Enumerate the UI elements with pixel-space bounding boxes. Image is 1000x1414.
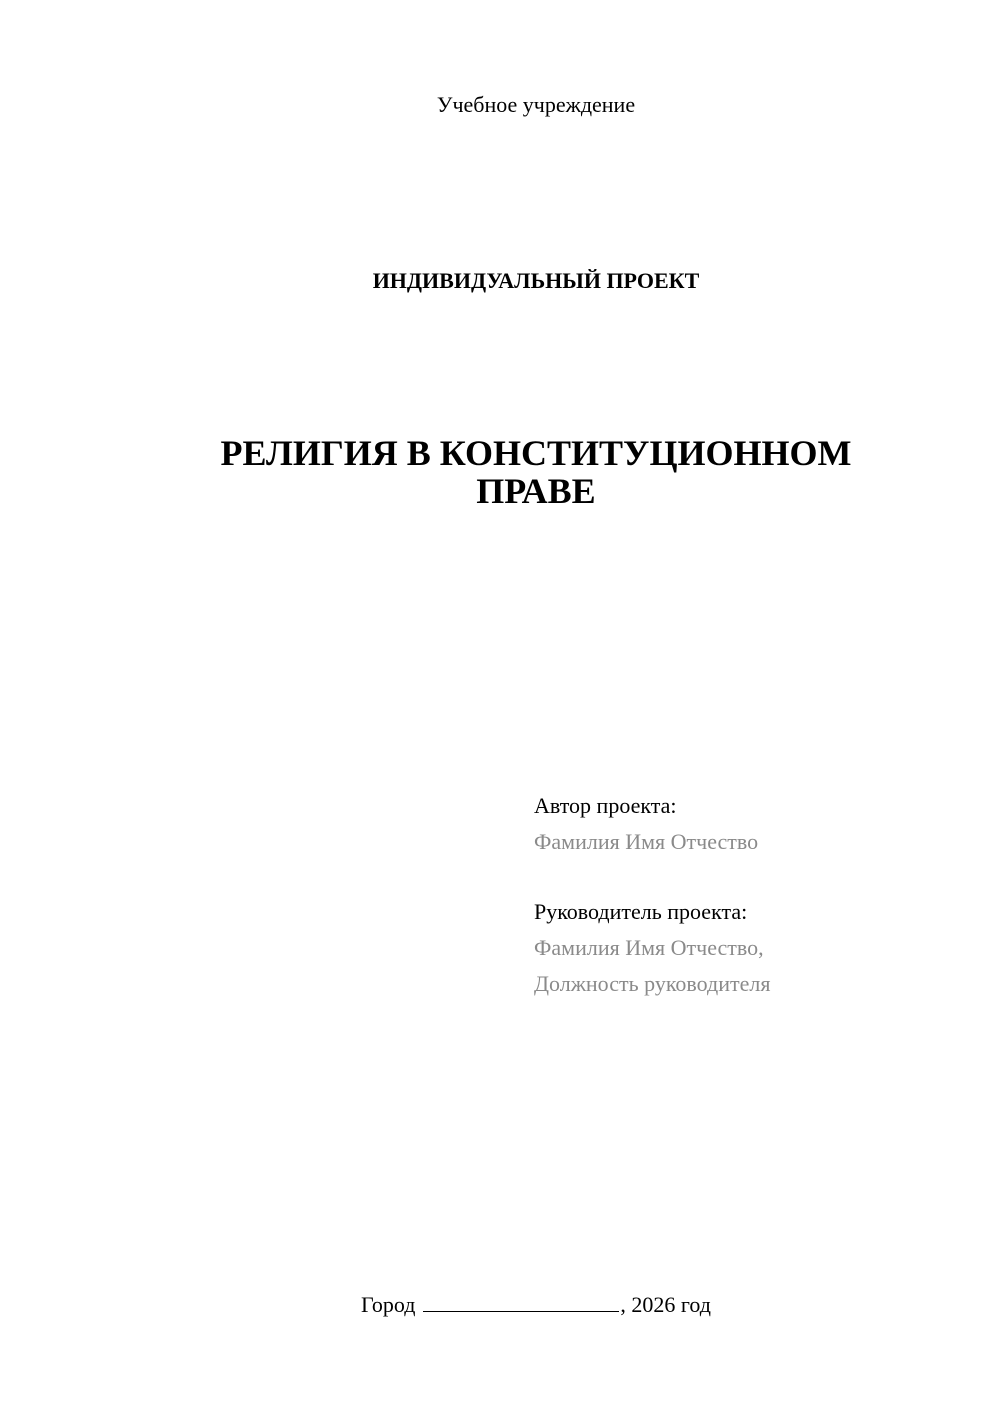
supervisor-label: Руководитель проекта: <box>534 899 748 924</box>
project-title <box>160 434 912 510</box>
author-name: Фамилия Имя Отчество <box>534 829 759 854</box>
footer-year: , 2026 год <box>620 1292 711 1317</box>
institution-name: Учебное учреждение <box>436 92 636 117</box>
project-info-block <box>534 788 974 1002</box>
spacer <box>534 860 974 894</box>
project-type-heading: ИНДИВИДУАЛЬНЫЙ ПРОЕКТ <box>372 268 700 293</box>
project-title-line-2: ПРАВЕ <box>476 471 596 511</box>
supervisor-position: Должность руководителя <box>534 971 771 996</box>
supervisor-name: Фамилия Имя Отчество, <box>534 935 764 960</box>
footer-city-year <box>0 1290 1000 1320</box>
author-label: Автор проекта: <box>534 793 677 818</box>
project-title-line-1: РЕЛИГИЯ В КОНСТИТУЦИОННОМ <box>220 433 852 473</box>
city-blank-line <box>423 1291 619 1312</box>
footer-city: Город <box>361 1292 416 1317</box>
